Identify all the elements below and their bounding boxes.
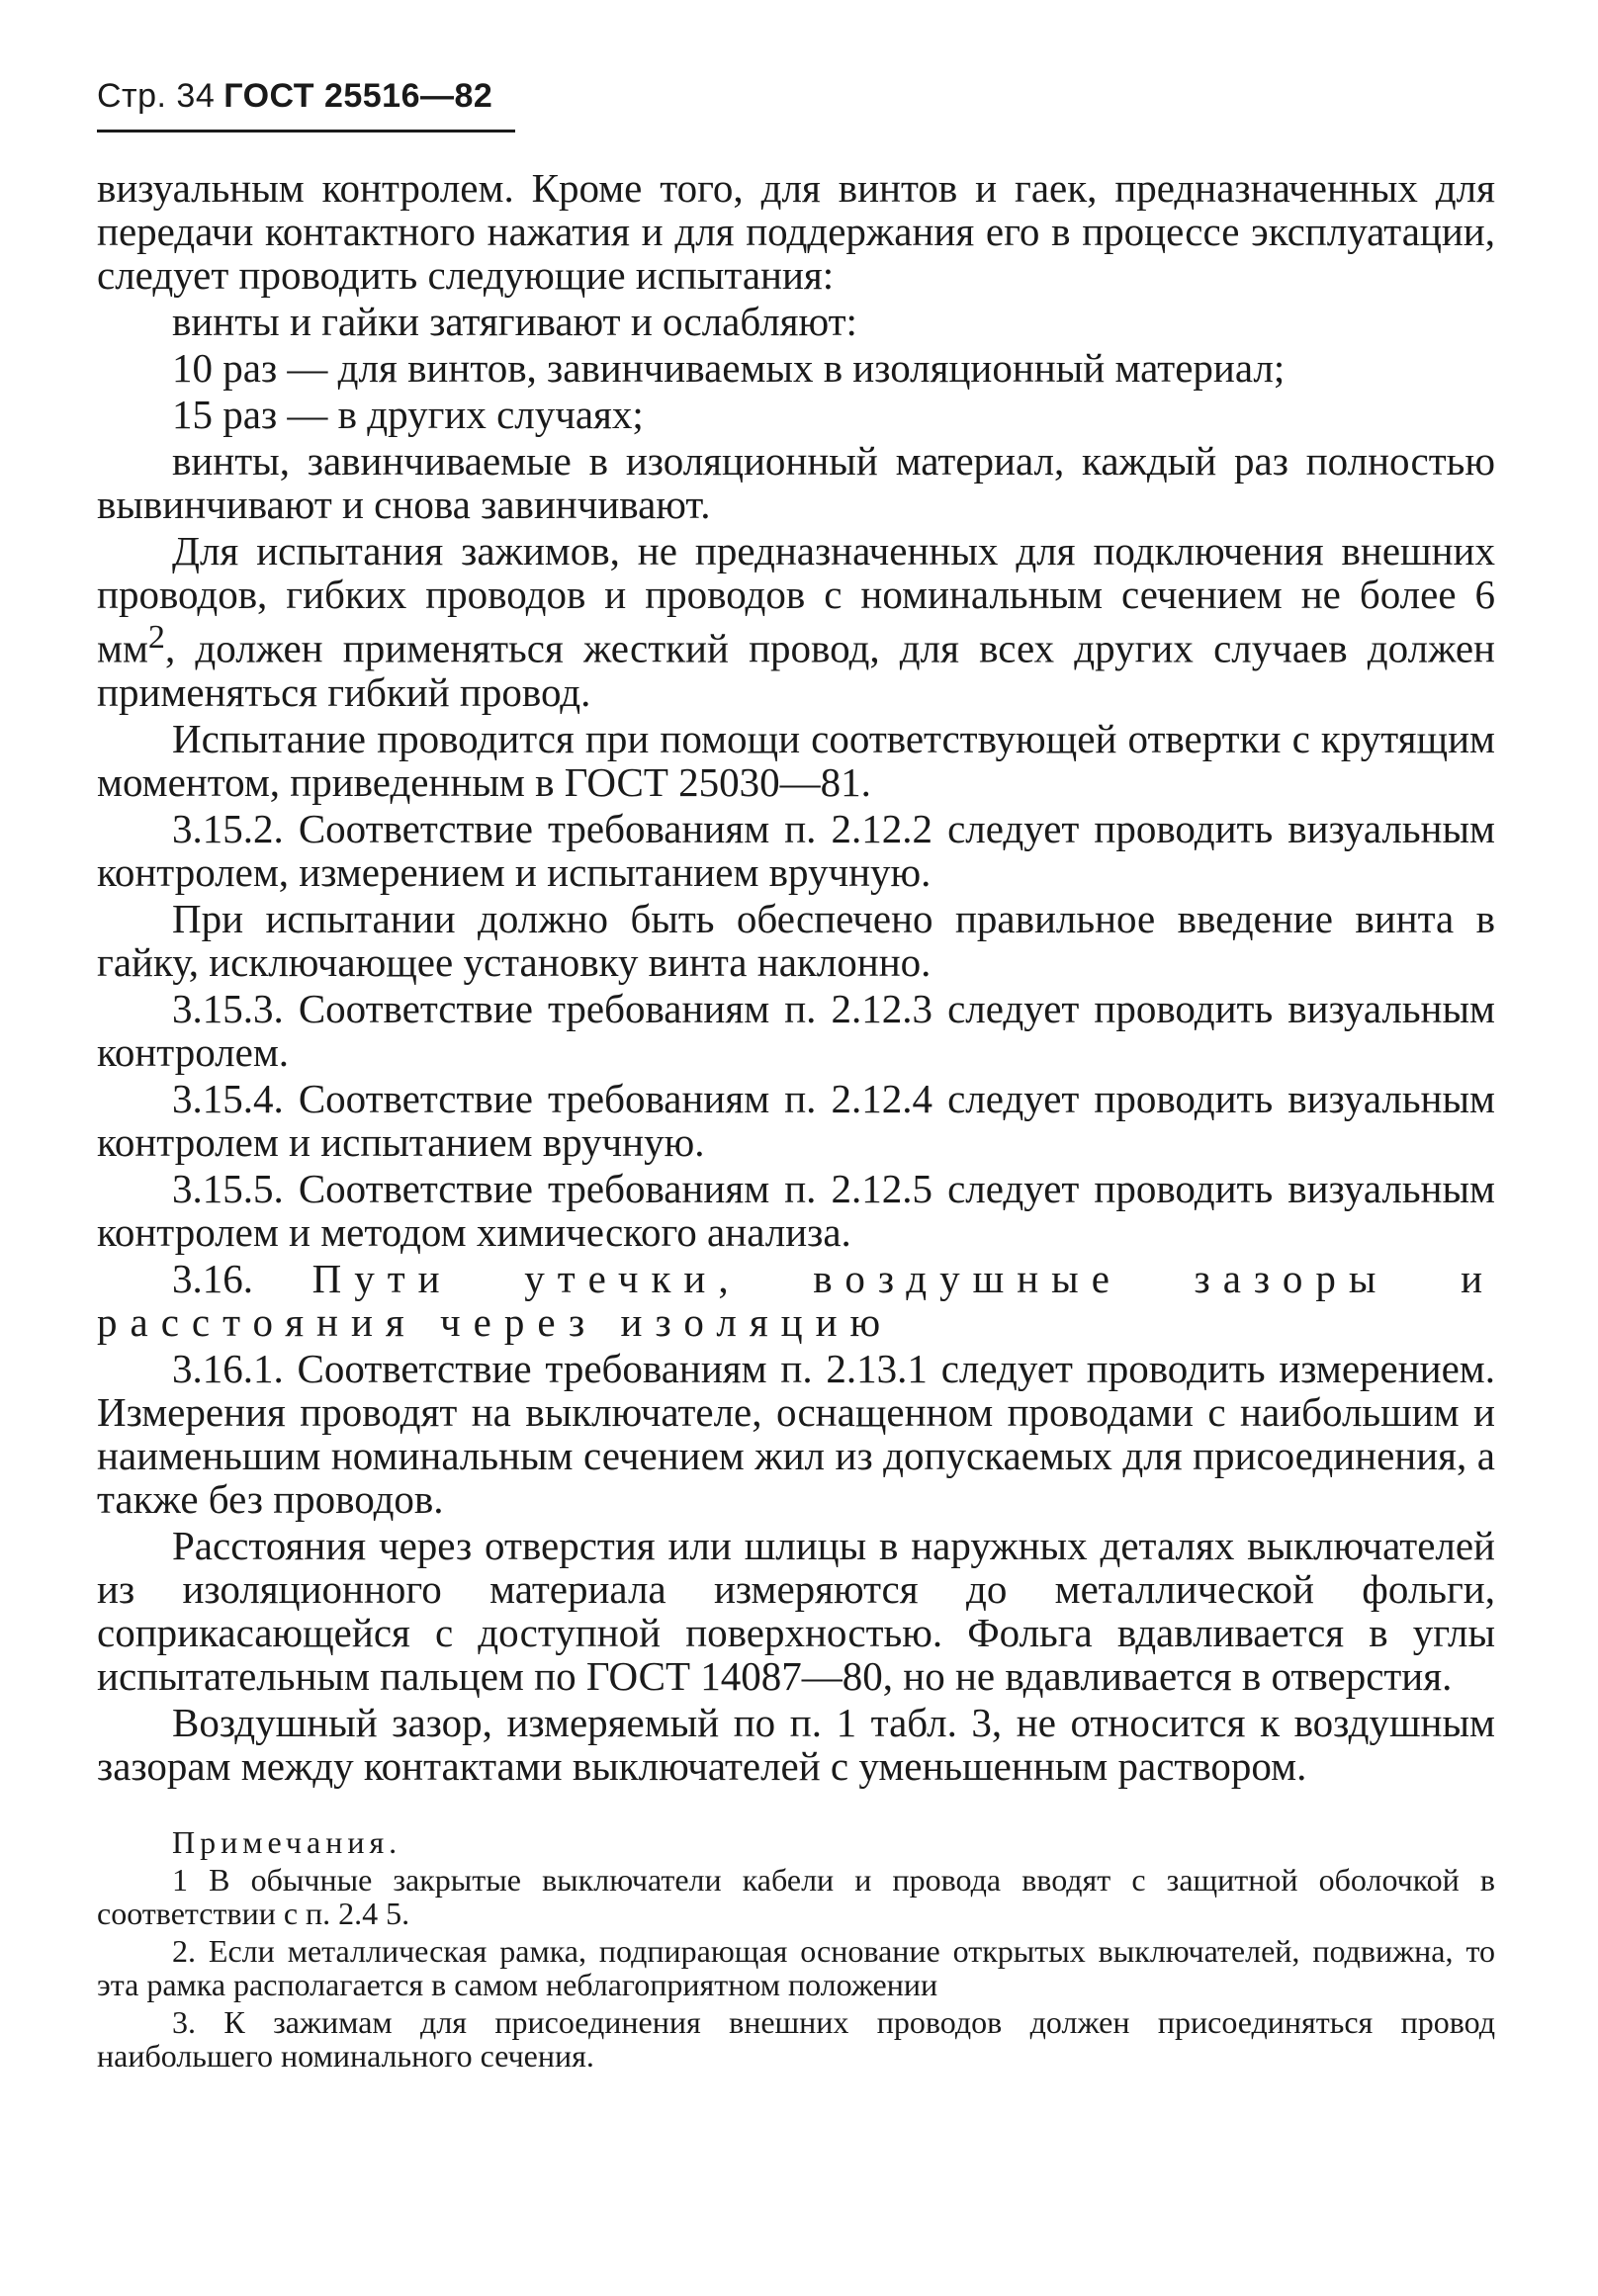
paragraph: Испытание проводится при помощи соответствующей отвертки с крутящим моментом, приведенным в ГОСТ 25030—81. [97,715,1495,805]
page-header [97,77,1495,116]
notes-heading: Примечания. [172,1823,402,1860]
clause-3-15-5: 3.15.5. Соответствие требованиям п. 2.12.5 следует проводить визуальным контролем и методом химического анализа. [97,1165,1495,1255]
paragraph: винты и гайки затягивают и ослабляют: [172,299,857,344]
paragraph: винты, завинчиваемые в изоляционный материал, каждый раз полностью вывинчивают и снова завинчивают. [97,438,1495,527]
paragraph: При испытании должно быть обеспечено правильное введение винта в гайку, исключающее установку винта наклонно. [97,895,1495,985]
list-item: 10 раз — для винтов, завинчиваемых в изоляционный материал; [172,345,1286,391]
superscript: 2 [147,619,165,656]
section-heading-3-16 [97,1257,1495,1344]
header-rule [97,130,515,132]
clause-3-16-1: 3.16.1. Соответствие требованиям п. 2.13.1 следует проводить измерением. Измерения проводят на выключателе, оснащенном проводами с наибольшим и наименьшим номинальным сечением жил из допускаемых для присоединения, а также без проводов. [97,1345,1495,1522]
clause-3-15-2: 3.15.2. Соответствие требованиям п. 2.12.2 следует проводить визуальным контролем, измерением и испытанием вручную. [97,805,1495,895]
document-page [97,77,1495,2076]
section-number: 3.16. [172,1255,253,1301]
paragraph: Воздушный зазор, измеряемый по п. 1 табл. 3, не относится к воздушным зазорам между контактами выключателей с уменьшенным раствором. [97,1699,1495,1789]
note-item: 2. Если металлическая рамка, подпирающая основание открытых выключателей, подвижна, то эта рамка располагается в самом неблагоприятном положении [97,1932,1495,2002]
paragraph: Расстояния через отверстия или шлицы в наружных деталях выключателей из изоляционного материала измеряются до металлической фольги, соприкасающейся с доступной поверхностью. Фольга вдавливается в углы испытательным пальцем по ГОСТ 14087—80, но не вдавливается в отверстия. [97,1522,1495,1699]
standard-number: ГОСТ 25516—82 [223,77,493,115]
clause-3-15-4: 3.15.4. Соответствие требованиям п. 2.12.4 следует проводить визуальным контролем и испытанием вручную. [97,1075,1495,1165]
page-label: Стр. 34 [97,77,216,115]
section-title: Пути утечки, воздушные зазоры и расстояния через изоляцию [97,1255,1496,1345]
body-text [97,166,1495,1788]
note-item: 1 В обычные закрытые выключатели кабели и провода вводят с защитной оболочкой в соответствии с п. 2.4 5. [97,1861,1495,1931]
list-item: 15 раз — в других случаях; [172,392,644,437]
text-run: Для испытания зажимов, не предназначенных для подключения внешних проводов, гибких проводов и проводов с номинальным сечением не более 6 мм [97,528,1495,671]
notes-block [97,1825,1495,2073]
note-item: 3. К зажимам для присоединения внешних проводов должен присоединяться провод наибольшего номинального сечения. [97,2003,1495,2074]
clause-3-15-3: 3.15.3. Соответствие требованиям п. 2.12.3 следует проводить визуальным контролем. [97,985,1495,1075]
text-run: , должен применяться жесткий провод, для всех других случаев должен применяться гибкий провод. [97,625,1495,715]
paragraph: визуальным контролем. Кроме того, для винтов и гаек, предназначенных для передачи контактного нажатия и для поддержания его в процессе эксплуатации, следует проводить следующие испытания: [97,165,1495,298]
paragraph [97,529,1495,714]
